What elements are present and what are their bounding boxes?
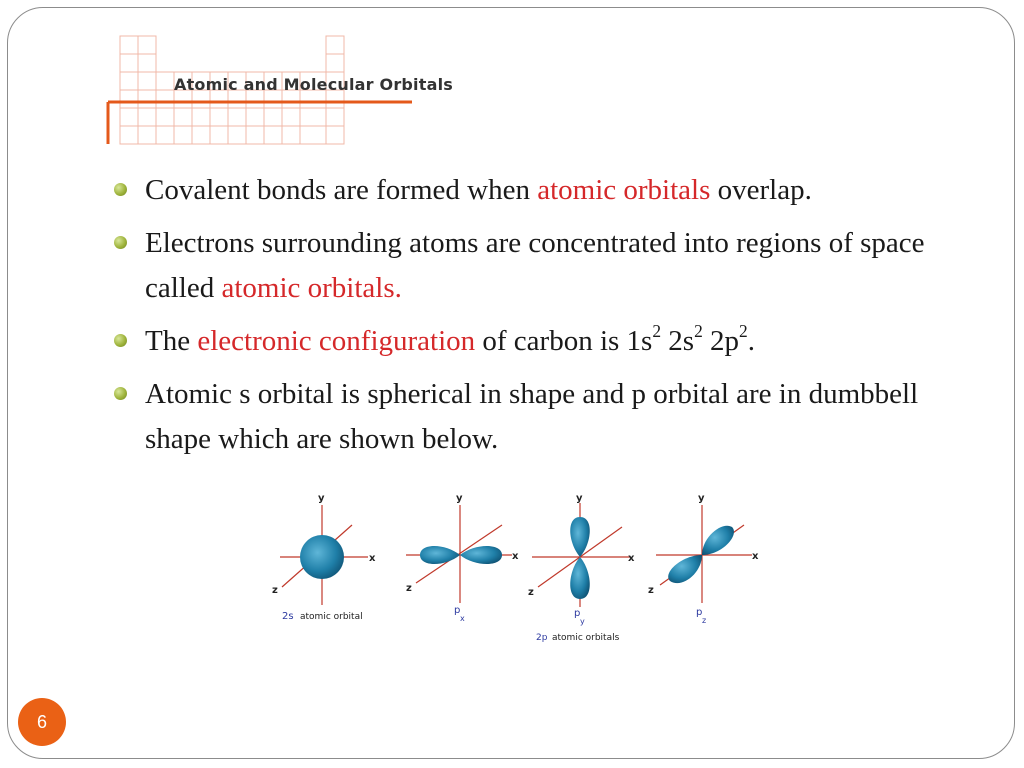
- orbital-pz: [648, 493, 759, 625]
- bullet-text: Electrons surrounding atoms are concentrated into regions of space called: [145, 227, 925, 304]
- bullet-text: .: [747, 325, 755, 357]
- superscript: 2: [739, 321, 748, 342]
- bullet-item: [114, 372, 974, 462]
- bullet-dot-icon: [114, 387, 127, 400]
- bullet-text: Atomic s orbital is spherical in shape and p orbital are in dumbbell shape which are shown below.: [145, 378, 919, 455]
- highlight-text: electronic configuration: [197, 325, 476, 357]
- orbital-diagram: [270, 485, 790, 650]
- axis-x-label: x: [512, 551, 519, 562]
- bullet-item: [114, 221, 974, 311]
- axis-z-label: z: [648, 585, 654, 596]
- axis-y-label: y: [318, 493, 325, 504]
- label-2s: 2s: [282, 611, 294, 622]
- axis-y-label: y: [698, 493, 705, 504]
- header-title: Atomic and Molecular Orbitals: [174, 75, 453, 94]
- bullet-text: 2p: [702, 325, 740, 357]
- label-pz-main: p: [696, 607, 703, 618]
- label-2p-rest: atomic orbitals: [552, 633, 620, 643]
- bullet-text: The: [145, 325, 198, 357]
- page-number: 6: [36, 711, 47, 732]
- label-2p: 2p: [536, 633, 548, 643]
- superscript: 2: [652, 321, 662, 342]
- axis-z-label: z: [406, 583, 412, 594]
- bullet-dot-icon: [114, 183, 127, 196]
- bullet-text: Covalent bonds are formed when: [145, 174, 538, 206]
- orbital-py: [528, 493, 635, 643]
- axis-x-label: x: [752, 551, 759, 562]
- axis-z-label: z: [272, 585, 278, 596]
- label-px-sub: x: [460, 614, 465, 623]
- axis-y-label: y: [456, 493, 463, 504]
- label-px-main: p: [454, 605, 461, 616]
- bullet-dot-icon: [114, 236, 127, 249]
- highlight-text: atomic orbitals.: [221, 272, 402, 304]
- label-py-main: p: [574, 608, 581, 619]
- label-pz-sub: z: [702, 616, 707, 625]
- axis-x-label: x: [369, 553, 376, 564]
- bullet-item: [114, 168, 974, 213]
- bullet-item: [114, 319, 974, 364]
- page-number-badge: [18, 698, 66, 746]
- bullet-text: of carbon is 1s: [475, 325, 653, 357]
- orbital-2s: [272, 493, 376, 622]
- bullet-list: [114, 168, 974, 470]
- axis-y-label: y: [576, 493, 583, 504]
- label-py-sub: y: [580, 617, 585, 626]
- bullet-text: 2s: [661, 325, 695, 357]
- superscript: 2: [694, 321, 703, 342]
- orbital-px: [406, 493, 519, 623]
- label-2s-rest: atomic orbital: [300, 612, 363, 622]
- bullet-text: overlap.: [710, 174, 812, 206]
- bullet-dot-icon: [114, 334, 127, 347]
- highlight-text: atomic orbitals: [537, 174, 711, 206]
- axis-x-label: x: [628, 553, 635, 564]
- axis-z-label: z: [528, 587, 534, 598]
